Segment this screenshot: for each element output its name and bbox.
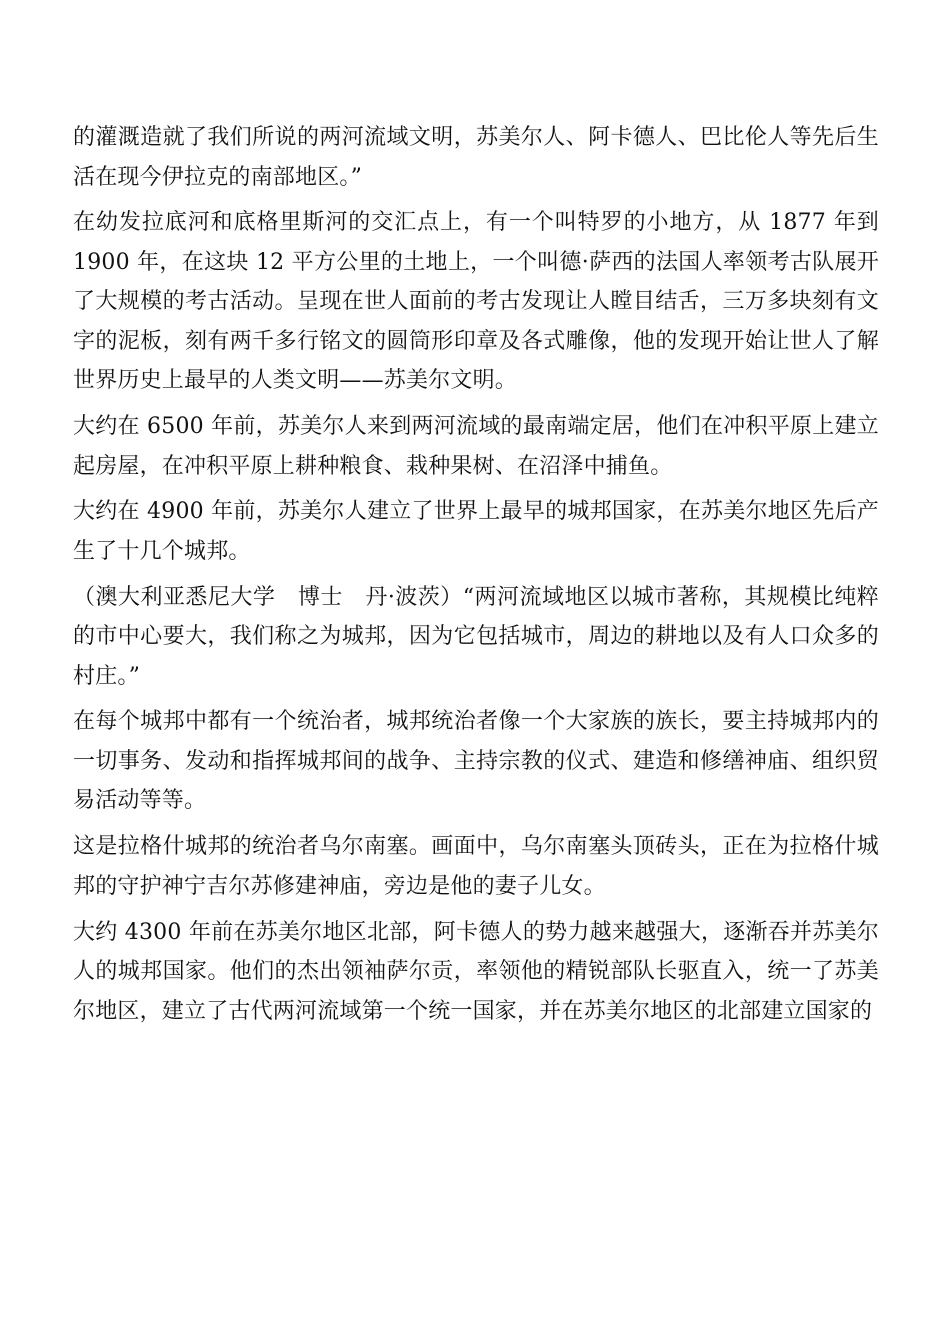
paragraph-3: 大约在 6500 年前，苏美尔人来到两河流域的最南端定居，他们在冲积平原上建立起房屋，在冲积平原上耕种粮食、栽种果树、在沼泽中捕鱼。	[73, 414, 879, 479]
document-page	[73, 118, 879, 1031]
paragraph-7: 这是拉格什城邦的统治者乌尔南塞。画面中，乌尔南塞头顶砖头，正在为拉格什城邦的守护神宁吉尔苏修建神庙，旁边是他的妻子儿女。	[73, 834, 879, 899]
paragraph-8: 大约 4300 年前在苏美尔地区北部，阿卡德人的势力越来越强大，逐渐吞并苏美尔人的城邦国家。他们的杰出领袖萨尔贡，率领他的精锐部队长驱直入，统一了苏美尔地区，建立了古代两河流域第一个统一国家，并在苏美尔地区的北部建立国家的	[73, 919, 879, 1024]
paragraph-2: 在幼发拉底河和底格里斯河的交汇点上，有一个叫特罗的小地方，从 1877 年到 1900 年，在这块 12 平方公里的土地上，一个叫德·萨西的法国人率领考古队展开了大规模的考古活动。呈现在世人面前的考古发现让人瞠目结舌，三万多块刻有文字的泥板，刻有两千多行铭文的圆筒形印章及各式雕像，他的发现开始让世人了解世界历史上最早的人类文明——苏美尔文明。	[73, 210, 879, 394]
paragraph-6: 在每个城邦中都有一个统治者，城邦统治者像一个大家族的族长，要主持城邦内的一切事务、发动和指挥城邦间的战争、主持宗教的仪式、建造和修缮神庙、组织贸易活动等等。	[73, 709, 879, 814]
paragraph-5: （澳大利亚悉尼大学 博士 丹·波茨）“两河流域地区以城市著称，其规模比纯粹的市中心要大，我们称之为城邦，因为它包括城市，周边的耕地以及有人口众多的村庄。”	[73, 584, 879, 689]
paragraph-1: 的灌溉造就了我们所说的两河流域文明，苏美尔人、阿卡德人、巴比伦人等先后生活在现今伊拉克的南部地区。”	[73, 125, 879, 190]
paragraph-4: 大约在 4900 年前，苏美尔人建立了世界上最早的城邦国家，在苏美尔地区先后产生了十几个城邦。	[73, 499, 879, 564]
